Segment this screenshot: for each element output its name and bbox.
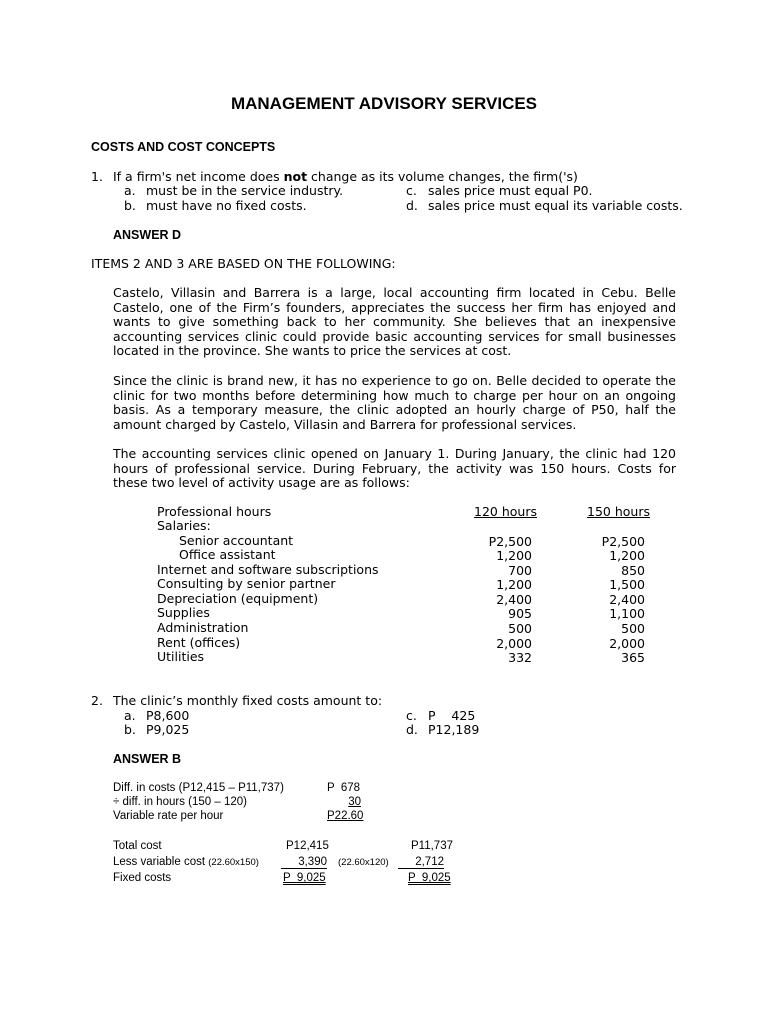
cost-row-value-120: 905 xyxy=(508,606,532,621)
cost-row-label: Utilities xyxy=(157,649,205,664)
section-heading: COSTS AND COST CONCEPTS xyxy=(91,140,276,154)
q2-number: 2. xyxy=(91,693,103,708)
cost-row-value-150: P2,500 xyxy=(601,534,645,549)
cost-row-value-120: 1,200 xyxy=(496,548,532,563)
cost-row-value-150: 500 xyxy=(621,621,645,636)
q1-option-b: must have no fixed costs. xyxy=(146,198,307,213)
cost-row-value-150: 1,200 xyxy=(609,548,645,563)
calc-fixed-costs-label: Fixed costs xyxy=(113,872,172,884)
cost-row-value-120: 2,400 xyxy=(496,592,532,607)
q1-option-a-letter: a. xyxy=(124,183,136,198)
calc-fixed-costs-150: P 9,025 xyxy=(283,872,326,884)
q1-number: 1. xyxy=(91,169,103,184)
cost-row-label: Supplies xyxy=(157,605,210,620)
cost-row-value-150: 365 xyxy=(621,650,645,665)
q2-option-b: P9,025 xyxy=(146,722,190,737)
cost-row-value-120: 2,000 xyxy=(496,636,532,651)
q1-option-d: sales price must equal its variable costs. xyxy=(428,198,683,213)
cost-row-value-150: 2,400 xyxy=(609,592,645,607)
items-header: ITEMS 2 AND 3 ARE BASED ON THE FOLLOWING: xyxy=(91,256,396,271)
calc-total-cost-150: P12,415 xyxy=(286,840,329,852)
q1-option-c-letter: c. xyxy=(406,183,417,198)
cost-row-value-120: P2,500 xyxy=(488,534,532,549)
q1-option-c: sales price must equal P0. xyxy=(428,183,593,198)
q2-option-a: P8,600 xyxy=(146,708,190,723)
calc-total-cost-label: Total cost xyxy=(113,840,162,852)
q1-answer: ANSWER D xyxy=(113,228,182,242)
cost-table-col2-header: 150 hours xyxy=(587,504,650,519)
q1-stem: If a firm's net income does not change as its volume changes, the firm('s) xyxy=(113,169,578,184)
cost-row-value-120: 500 xyxy=(508,621,532,636)
q1-stem-bold: not xyxy=(283,169,308,184)
calc-less-variable-120: 2,712 xyxy=(398,856,444,869)
calc-fixed-costs-120: P 9,025 xyxy=(408,872,451,884)
paragraph-1: Castelo, Villasin and Barrera is a large, local accounting firm located in Cebu. Belle Castelo, one of the Firm’s founders, appreciates the success her firm has enjoyed and wants to give something back to her community. She believes that an inexpensive accounting services clinic could provide basic accounting services for small businesses located in the province. She wants to price the services at cost. xyxy=(113,285,676,359)
q1-option-a: must be in the service industry. xyxy=(146,183,344,198)
calc-diff-costs-label: Diff. in costs (P12,415 – P11,737) xyxy=(113,782,284,794)
q2-option-b-letter: b. xyxy=(124,722,136,737)
cost-row-label: Office assistant xyxy=(179,547,276,562)
calc-total-cost-120: P11,737 xyxy=(411,840,453,852)
cost-row-value-120: 1,200 xyxy=(496,577,532,592)
calc-note-150: (22.60x150) xyxy=(208,857,259,868)
paragraph-3: The accounting services clinic opened on January 1. During January, the clinic had 120 hours of professional service. During February, the activity was 150 hours. Costs for these two level of activity usage are as follows: xyxy=(113,446,676,491)
calc-note-120: (22.60x120) xyxy=(338,857,389,868)
cost-row-label: Consulting by senior partner xyxy=(157,576,336,591)
calc-variable-rate-value: P22.60 xyxy=(327,810,364,822)
cost-row-value-120: 332 xyxy=(508,650,532,665)
cost-row-label: Rent (offices) xyxy=(157,635,241,650)
cost-row-label: Depreciation (equipment) xyxy=(157,591,319,606)
q2-option-d: P12,189 xyxy=(428,722,480,737)
q2-option-a-letter: a. xyxy=(124,708,136,723)
calc-diff-hours-label: ÷ diff. in hours (150 – 120) xyxy=(113,796,247,808)
q1-option-d-letter: d. xyxy=(406,198,418,213)
cost-table-header-label: Professional hours xyxy=(157,504,272,519)
cost-row-value-150: 1,100 xyxy=(609,606,645,621)
cost-row-value-150: 1,500 xyxy=(609,577,645,592)
cost-row-label: Senior accountant xyxy=(179,533,294,548)
document-title: MANAGEMENT ADVISORY SERVICES xyxy=(230,94,538,113)
cost-row-label: Administration xyxy=(157,620,249,635)
cost-table-col1-header: 120 hours xyxy=(474,504,537,519)
cost-row-value-150: 2,000 xyxy=(609,636,645,651)
paragraph-2: Since the clinic is brand new, it has no experience to go on. Belle decided to operate the clinic for two months before determining how much to charge per hour on an ongoing basis. As a temporary measure, the clinic adopted an hourly charge of P50, half the amount charged by Castelo, Villasin and Barrera for professional services. xyxy=(113,373,676,432)
calc-variable-rate-label: Variable rate per hour xyxy=(113,810,224,822)
cost-row-label: Internet and software subscriptions xyxy=(157,562,379,577)
calc-less-variable-150: 3,390 xyxy=(281,856,327,869)
q2-option-d-letter: d. xyxy=(406,722,418,737)
calc-diff-hours-value: 30 xyxy=(348,796,361,808)
cost-table-salaries-label: Salaries: xyxy=(157,518,211,533)
cost-row-value-120: 700 xyxy=(508,563,532,578)
calc-diff-costs-value: P 678 xyxy=(327,782,361,794)
q2-stem: The clinic’s monthly fixed costs amount to: xyxy=(113,693,383,708)
q2-answer: ANSWER B xyxy=(113,752,182,766)
q1-option-b-letter: b. xyxy=(124,198,136,213)
cost-row-value-150: 850 xyxy=(621,563,645,578)
q2-option-c-letter: c. xyxy=(406,708,417,723)
calc-less-variable-label: Less variable cost (22.60x150) xyxy=(113,856,259,868)
q2-option-c: P 425 xyxy=(428,708,476,723)
